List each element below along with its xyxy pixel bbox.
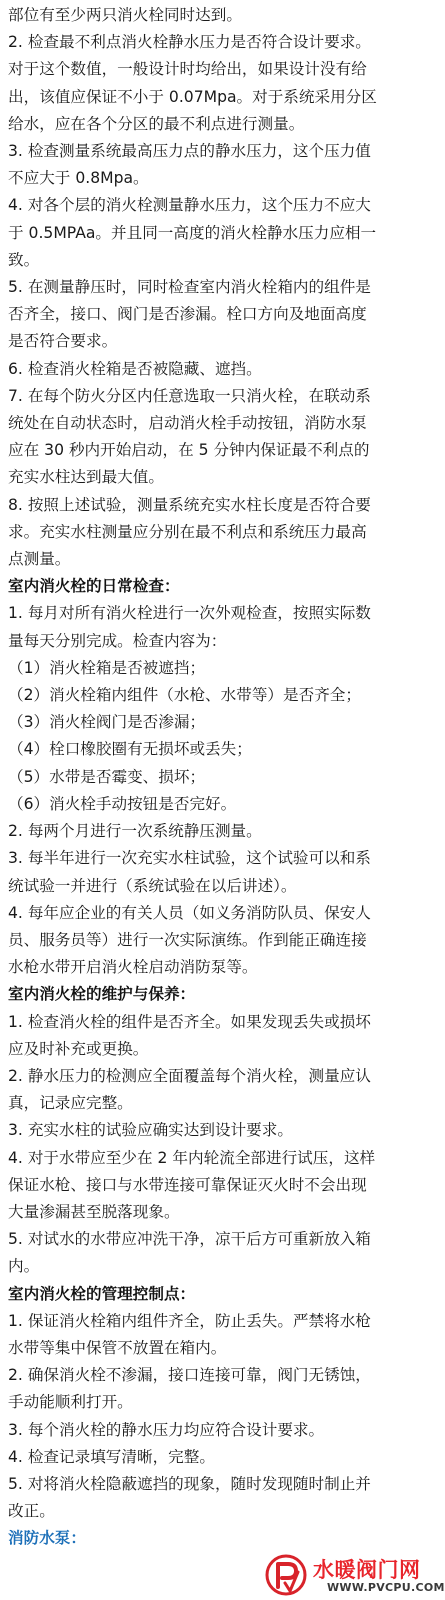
text-line: 不应大于 0.8Mpa。	[8, 169, 149, 188]
site-watermark	[263, 1552, 445, 1600]
text-line: 2. 每两个月进行一次系统静压测量。	[8, 822, 262, 841]
text-line: 统试验一并进行（系统试验在以后讲述）。	[8, 876, 297, 895]
text-line: 求。充实水柱测量应分别在最不利点和系统压力最高	[8, 522, 367, 541]
text-line: 5. 对将消火栓隐蔽遮挡的现象，随时发现随时制止并	[8, 1474, 371, 1493]
text-line: 统处在自动状态时，启动消火栓手动按钮，消防水泵	[8, 414, 367, 433]
text-line: 4. 对于水带应至少在 2 年内轮流全部进行试压，这样	[8, 1148, 376, 1167]
text-line: 保证水枪、接口与水带连接可靠保证灭火时不会出现	[8, 1175, 367, 1194]
text-line: 是否符合要求。	[8, 332, 118, 351]
text-line: 大量渗漏甚至脱落现象。	[8, 1202, 180, 1221]
list-item: （2）消火栓箱内组件（水枪、水带等）是否齐全；	[8, 686, 361, 705]
section-heading-fire-pump: 消防水泵：	[8, 1529, 86, 1548]
text-line: 1. 每月对所有消火栓进行一次外观检查，按照实际数	[8, 604, 371, 623]
list-item: （4）栓口橡胶圈有无损坏或丢失；	[8, 740, 252, 759]
text-line: 4. 对各个层的消火栓测量静水压力，这个压力不应大	[8, 196, 371, 215]
section-heading-daily-check: 室内消火栓的日常检查：	[8, 577, 180, 596]
text-line: 1. 检查消火栓的组件是否齐全。如果发现丢失或损坏	[8, 1012, 371, 1031]
list-item: （5）水带是否霉变、损坏；	[8, 767, 206, 786]
section-heading-control-points: 室内消火栓的管理控制点：	[8, 1284, 196, 1303]
text-line: 点测量。	[8, 550, 71, 569]
text-line: 2. 确保消火栓不渗漏，接口连接可靠，阀门无锈蚀，	[8, 1366, 371, 1385]
text-line: 3. 充实水柱的试验应确实达到设计要求。	[8, 1121, 293, 1140]
section-heading-maintenance: 室内消火栓的维护与保养：	[8, 985, 196, 1004]
text-line: 3. 每个消火栓的静水压力均应符合设计要求。	[8, 1420, 325, 1439]
text-line: 手动能顺利打开。	[8, 1393, 133, 1412]
text-line: 内。	[8, 1257, 40, 1276]
watermark-site-name: 水暖阀门网	[313, 1558, 421, 1582]
text-line: 部位有至少两只消火栓同时达到。	[8, 6, 242, 24]
text-line: 员、服务员等）进行一次实际演练。作到能正确连接	[8, 930, 367, 949]
list-item: （3）消火栓阀门是否渗漏；	[8, 713, 206, 732]
text-line: 4. 每年应企业的有关人员（如义务消防队员、保安人	[8, 903, 371, 922]
text-line: 8. 按照上述试验，测量系统充实水柱长度是否符合要	[8, 495, 371, 514]
text-line: 3. 检查测量系统最高压力点的静水压力，这个压力值	[8, 142, 371, 161]
text-line: 3. 每半年进行一次充实水柱试验，这个试验可以和系	[8, 849, 371, 868]
text-line: 于 0.5MPAa。并且同一高度的消火栓静水压力应相一	[8, 223, 377, 242]
text-line: 量每天分别完成。检查内容为：	[8, 631, 227, 650]
text-line: 应及时补充或更换。	[8, 1039, 149, 1058]
text-line: 对于这个数值，一般设计时均给出，如果设计没有给	[8, 60, 367, 79]
text-line: 否齐全，接口、阀门是否渗漏。栓口方向及地面高度	[8, 305, 367, 324]
text-line: 应在 30 秒内开始启动，在 5 分钟内保证最不利点的	[8, 441, 370, 460]
watermark-url: WWW.PVCPU.COM	[327, 1581, 445, 1594]
text-line: 致。	[8, 250, 40, 269]
text-line: 水枪水带开启消火栓启动消防泵等。	[8, 958, 258, 977]
list-item: （1）消火栓箱是否被遮挡；	[8, 658, 206, 677]
text-line: 真，记录应完整。	[8, 1094, 133, 1113]
text-line: 2. 检查最不利点消火栓静水压力是否符合设计要求。	[8, 33, 371, 52]
text-line: 5. 对试水的水带应冲洗干净，凉干后方可重新放入箱	[8, 1230, 371, 1249]
text-line: 5. 在测量静压时，同时检查室内消火栓箱内的组件是	[8, 278, 371, 297]
text-line: 1. 保证消火栓箱内组件齐全，防止丢失。严禁将水枪	[8, 1311, 371, 1330]
text-line: 2. 静水压力的检测应全面覆盖每个消火栓，测量应认	[8, 1066, 371, 1085]
article-body	[8, 2, 422, 1553]
text-line: 6. 检查消火栓箱是否被隐藏、遮挡。	[8, 359, 262, 378]
text-line: 改正。	[8, 1502, 55, 1521]
text-line: 给水，应在各个分区的最不利点进行测量。	[8, 114, 305, 133]
pv-logo-icon	[265, 1554, 307, 1596]
list-item: （6）消火栓手动按钮是否完好。	[8, 794, 237, 813]
text-line: 水带等集中保管不放置在箱内。	[8, 1338, 227, 1357]
text-line: 充实水柱达到最大值。	[8, 468, 164, 487]
text-line: 出，该值应保证不小于 0.07Mpa。对于系统采用分区	[8, 87, 377, 106]
text-line: 4. 检查记录填写清晰，完整。	[8, 1447, 215, 1466]
text-line: 7. 在每个防火分区内任意选取一只消火栓，在联动系	[8, 386, 371, 405]
